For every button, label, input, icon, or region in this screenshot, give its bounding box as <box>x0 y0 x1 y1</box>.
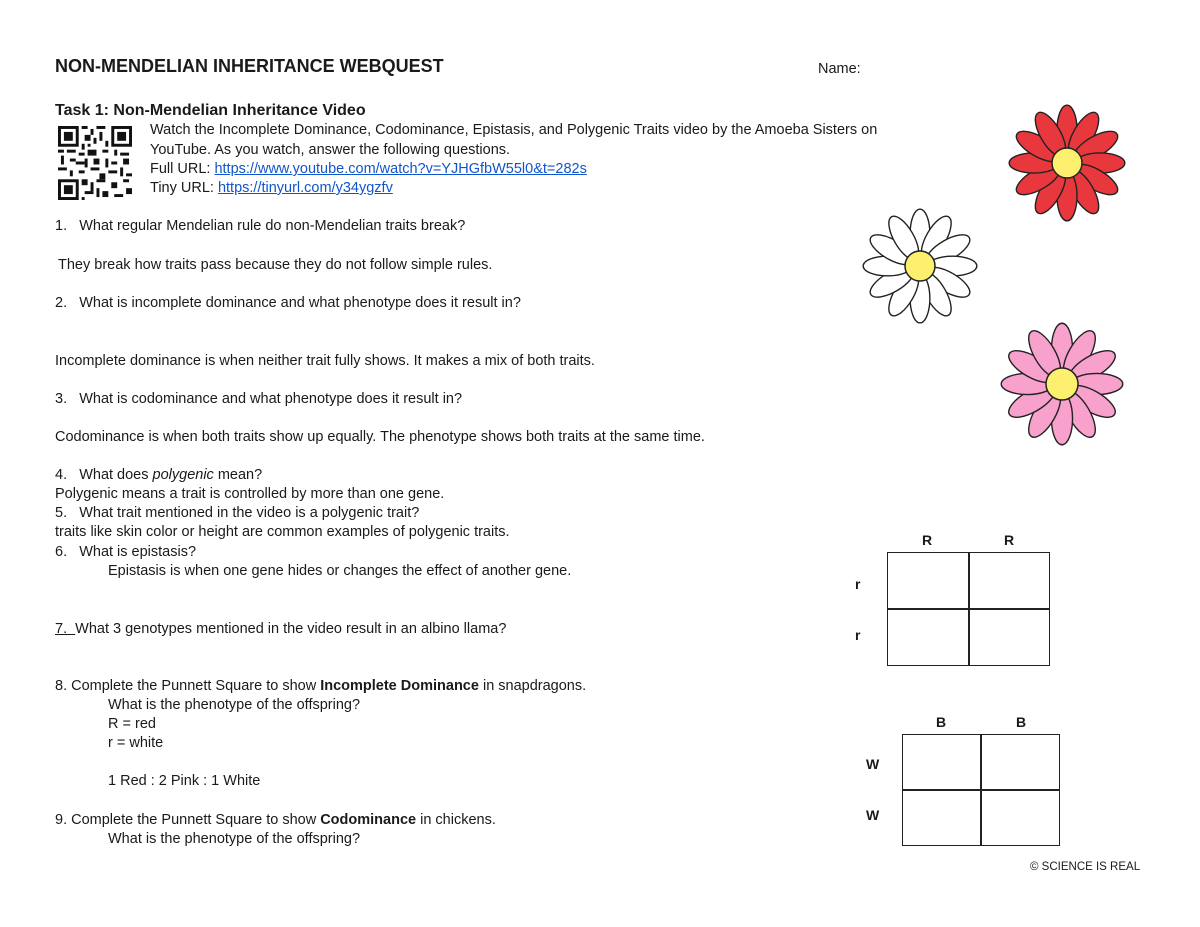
question-9 <box>55 812 496 829</box>
page-title: NON-MENDELIAN INHERITANCE WEBQUEST <box>55 56 444 76</box>
question-text: What is epistasis? <box>79 544 197 560</box>
punnett-1-side-label: r <box>855 576 861 592</box>
punnett-2-top-label: B <box>936 714 947 730</box>
q8-sub-question: What is the phenotype of the offspring? <box>108 697 361 713</box>
intro-line-2: YouTube. As you watch, answer the following questions. <box>150 142 511 158</box>
full-url-label: Full URL: <box>150 161 215 177</box>
q8-key-white: r = white <box>108 735 164 751</box>
question-number: 2. <box>55 295 68 311</box>
answer-1: They break how traits pass because they do not follow simple rules. <box>58 257 493 273</box>
question-text: What is incomplete dominance and what phenotype does it result in? <box>79 295 521 311</box>
question-number: 6. <box>55 544 68 560</box>
question-text: What regular Mendelian rule do non-Mendelian traits break? <box>79 218 466 234</box>
tiny-url-label: Tiny URL: <box>150 180 218 196</box>
q8-key-red: R = red <box>108 716 156 732</box>
question-number: 1. <box>55 218 68 234</box>
full-url-link[interactable]: https://www.youtube.com/watch?v=YJHGfbW55l0&t=282s <box>214 161 587 177</box>
tiny-url-link[interactable]: https://tinyurl.com/y34ygzfv <box>217 180 393 196</box>
question-7 <box>55 621 506 638</box>
qr-code[interactable] <box>58 126 132 200</box>
pink-flower-icon <box>1000 322 1124 446</box>
name-label: Name: <box>818 61 861 77</box>
punnett-2-side-label: W <box>866 807 880 823</box>
question-8 <box>55 678 586 695</box>
question-2 <box>55 295 521 312</box>
punnett-2-top-label: B <box>1016 714 1027 730</box>
question-suffix: in chickens. <box>416 812 496 828</box>
q9-sub-question: What is the phenotype of the offspring? <box>108 831 361 847</box>
red-flower-icon <box>1008 104 1126 222</box>
question-text-after: mean? <box>213 467 263 483</box>
answer-3: Codominance is when both traits show up equally. The phenotype shows both traits at the same time. <box>55 429 705 445</box>
question-number: 5. <box>55 505 68 521</box>
question-1 <box>55 218 465 235</box>
tiny-url-row <box>150 180 393 197</box>
question-4 <box>55 467 262 484</box>
question-text: What is codominance and what phenotype does it result in? <box>79 391 463 407</box>
answer-8: 1 Red : 2 Pink : 1 White <box>108 773 261 789</box>
answer-4: Polygenic means a trait is controlled by more than one gene. <box>55 486 445 502</box>
white-flower-icon <box>862 208 978 324</box>
question-6 <box>55 544 196 561</box>
question-number: 4. <box>55 467 68 483</box>
question-prefix: 8. Complete the Punnett Square to show <box>55 678 321 694</box>
punnett-square-2[interactable] <box>902 734 1060 846</box>
question-prefix: 9. Complete the Punnett Square to show <box>55 812 321 828</box>
answer-5: traits like skin color or height are common examples of polygenic traits. <box>55 524 510 540</box>
answer-6: Epistasis is when one gene hides or changes the effect of another gene. <box>108 563 572 579</box>
punnett-1-top-label: R <box>922 532 933 548</box>
question-5 <box>55 505 419 522</box>
punnett-2-side-label: W <box>866 756 880 772</box>
question-number: 3. <box>55 391 68 407</box>
question-3 <box>55 391 462 408</box>
punnett-square-1[interactable] <box>887 552 1050 666</box>
punnett-1-side-label: r <box>855 627 861 643</box>
answer-2: Incomplete dominance is when neither trait fully shows. It makes a mix of both traits. <box>55 353 595 369</box>
task1-heading: Task 1: Non-Mendelian Inheritance Video <box>55 102 366 119</box>
full-url-row <box>150 161 587 178</box>
question-text-italic: polygenic <box>152 467 214 483</box>
question-suffix: in snapdragons. <box>478 678 587 694</box>
intro-line-1: Watch the Incomplete Dominance, Codominance, Epistasis, and Polygenic Traits video by the Amoeba Sisters on <box>150 122 878 138</box>
question-bold: Incomplete Dominance <box>320 678 479 694</box>
punnett-1-top-label: R <box>1004 532 1015 548</box>
question-text-before: What does <box>79 467 153 483</box>
question-text: What 3 genotypes mentioned in the video result in an albino llama? <box>75 621 507 637</box>
question-bold: Codominance <box>320 812 417 828</box>
question-text: What trait mentioned in the video is a polygenic trait? <box>79 505 420 521</box>
question-number: 7. <box>55 621 68 637</box>
copyright: © SCIENCE IS REAL <box>1030 861 1141 873</box>
